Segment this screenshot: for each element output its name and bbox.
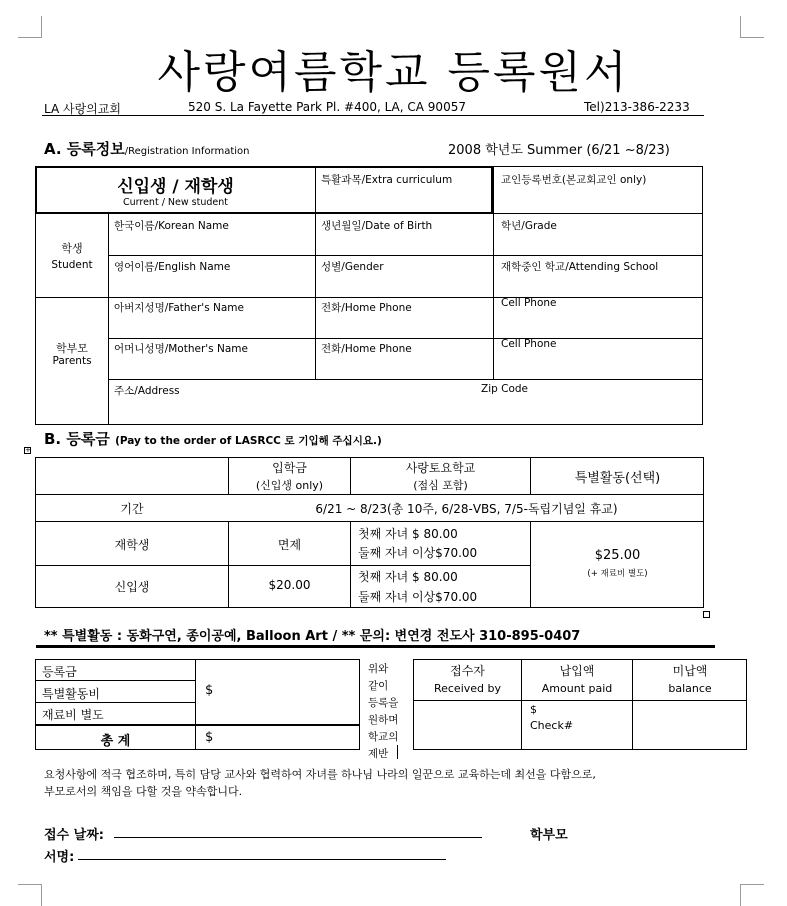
special-fee-note: (+ 재료비 별도) [587,569,648,579]
side-note-line: 원하며 [368,714,399,726]
current-fee-second: 둘째 자녀 이상$70.00 [358,546,478,560]
receiver-label: 접수자 [450,664,485,678]
mother-phone-field[interactable]: 전화/Home Phone [321,343,412,355]
table-move-handle-icon[interactable]: + [25,446,31,454]
registration-fee-label: 등록금 [42,665,77,679]
new-fee-first: 첫째 자녀 $ 80.00 [358,570,458,584]
mother-name-field[interactable]: 어머니성명/Mother's Name [114,343,248,355]
col-special: 특별활동(선택) [574,471,661,486]
signature-label: 서명: [44,850,75,865]
header-divider [42,115,704,116]
side-note-line: 학교의 [368,731,399,743]
balance-label-en: balance [668,682,712,695]
current-fee-first: 첫째 자녀 $ 80.00 [358,527,458,541]
side-note-line: 위와 [368,663,389,675]
gender-field[interactable]: 성별/Gender [321,261,384,273]
status-title: 신입생 / 재학생 [117,177,234,197]
father-name-field[interactable]: 아버지성명/Father's Name [114,302,244,314]
table-resize-handle-icon[interactable] [703,611,710,618]
parents-label-en: Parents [52,355,92,367]
total-label: 총 계 [100,734,131,749]
church-id-field[interactable]: 교인등록번호(본교회교인 only) [501,174,647,186]
special-fee: $25.00 [594,548,641,563]
dob-field[interactable]: 생년월일/Date of Birth [321,220,433,232]
student-label-en: Student [51,259,93,271]
org-name: LA 사랑의교회 [44,102,121,116]
material-fee-label: 재료비 별도 [42,708,104,722]
special-activities-note: ** 특별활동 : 동화구연, 종이공예, Balloon Art / ** 문의: 변연경 전도사 310-895-0407 [44,629,581,644]
father-phone-field[interactable]: 전화/Home Phone [321,302,412,314]
current-student-label: 재학생 [114,538,150,552]
page-title: 사랑여름학교 등록원서 [157,47,630,98]
address-field[interactable]: 주소/Address [114,385,180,397]
new-fee-second: 둘째 자녀 이상$70.00 [358,590,478,604]
balance-label: 미납액 [672,664,708,678]
side-note-line: 제반 [368,748,389,760]
receiver-label-en: Received by [433,682,502,695]
receipt-date-label: 접수 날짜: [44,828,104,843]
section-a-label: A. 등록정보 [44,140,125,158]
extra-curriculum-field[interactable]: 특활과목/Extra curriculum [321,174,453,186]
amount-dollar-field[interactable]: $ [530,703,537,716]
school-field[interactable]: 재학중인 학교/Attending School [501,261,659,273]
crop-mark [18,16,42,38]
receipt-date-line[interactable] [114,837,482,838]
section-a-label-en: /Registration Information [124,146,250,157]
new-student-label: 신입생 [114,580,150,594]
side-note-line: 등록을 [368,697,399,709]
current-entrance-fee: 면제 [277,538,302,552]
side-note [368,661,398,763]
mother-cell-field[interactable]: Cell Phone [501,338,557,350]
col-entrance-sub: (신입생 only) [255,479,324,492]
parents-label: 학부모 [56,342,88,355]
text-cursor [397,745,398,759]
grade-field[interactable]: 학년/Grade [501,220,557,232]
col-saturday: 사랑토요학교 [405,461,476,475]
org-address: 520 S. La Fayette Park Pl. #400, LA, CA 90057 [188,100,466,114]
crop-mark [740,884,764,906]
col-saturday-sub: (점심 포함) [413,479,468,492]
section-a-heading [44,138,250,159]
parent-label: 학부모 [530,828,568,843]
student-label: 학생 [61,242,83,255]
section-b-heading [44,428,382,449]
status-subtitle: Current / New student [123,197,228,208]
period-label: 기간 [120,502,144,516]
english-name-field[interactable]: 영어이름/English Name [114,261,231,273]
section-divider [36,645,715,648]
crop-mark [18,884,42,906]
total-amount-field[interactable]: $ [205,730,214,745]
period-value: 6/21 ~ 8/23(총 10주, 6/28-VBS, 7/5-독립기념일 휴교) [315,502,618,516]
amount-paid-label-en: Amount paid [541,682,613,695]
pledge-text: 요청사항에 적극 협조하며, 특히 담당 교사와 협력하여 자녀를 하나님 나라의 일꾼으로 교육하는데 최선을 다함으로, [44,768,596,781]
fee-amount-field[interactable]: $ [205,683,214,698]
special-fee-label: 특별활동비 [42,687,100,701]
pledge-text-2: 부모로서의 책임을 다할 것을 약속합니다. [44,785,243,798]
check-number-field[interactable]: Check# [530,719,574,732]
zip-field[interactable]: Zip Code [481,383,528,395]
year-term: 2008 학년도 Summer (6/21 ~8/23) [448,143,670,158]
korean-name-field[interactable]: 한국이름/Korean Name [114,220,229,232]
side-note-line: 같이 [368,680,389,692]
section-b-note: (Pay to the order of LASRCC 로 기입해 주십시요.) [115,435,382,447]
org-tel: Tel)213-386-2233 [584,100,690,114]
section-b-label: B. 등록금 [44,430,110,448]
new-entrance-fee: $20.00 [268,578,311,592]
crop-mark [740,16,764,38]
col-entrance: 입학금 [272,461,307,475]
amount-paid-label: 납입액 [559,664,595,678]
signature-line[interactable] [78,859,446,860]
father-cell-field[interactable]: Cell Phone [501,297,557,309]
